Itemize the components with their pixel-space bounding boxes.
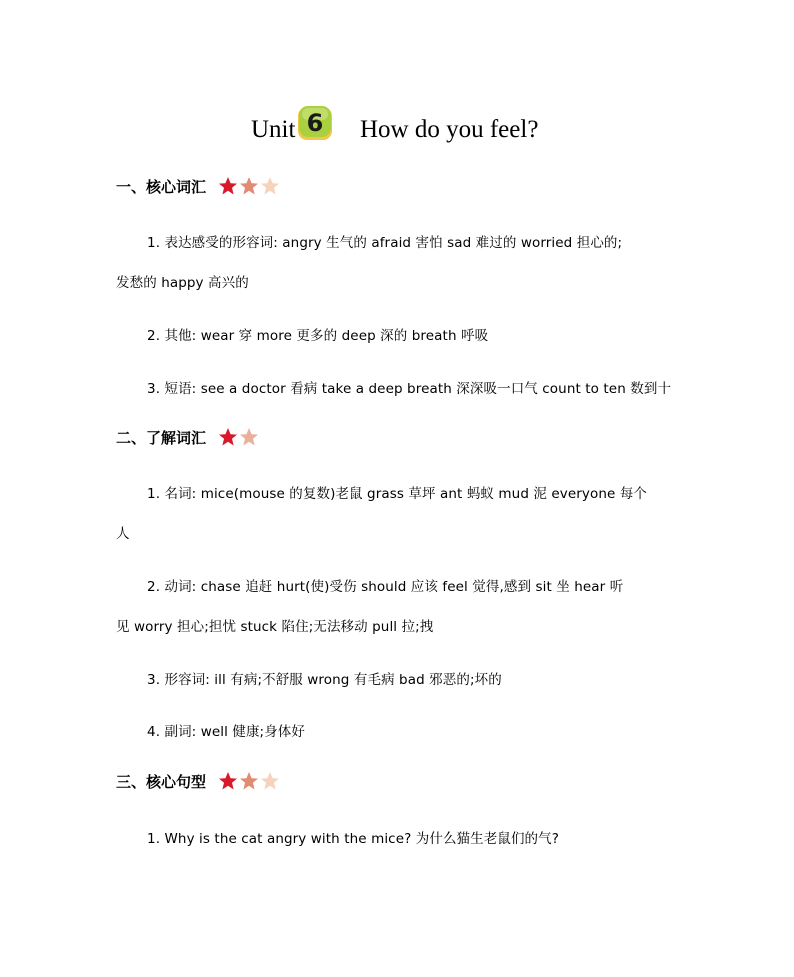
sentence-line: 1. Why is the cat angry with the mice? 为什么猫生老鼠们的气? <box>147 831 560 847</box>
vocab-line: 1. 表达感受的形容词: angry 生气的 afraid 害怕 sad 难过的 worried 担心的; <box>147 235 623 251</box>
star-full-icon <box>218 427 238 447</box>
rating-stars <box>218 427 259 447</box>
vocab-line: 人 <box>116 526 130 542</box>
section-heading-text: 一、核心词汇 <box>116 177 207 196</box>
section-heading-core-sentences <box>116 768 280 794</box>
vocab-line: 发愁的 happy 高兴的 <box>116 275 249 291</box>
section-heading-core-vocab <box>116 173 280 199</box>
vocab-line: 1. 名词: mice(mouse 的复数)老鼠 grass 草坪 ant 蚂蚁 mud 泥 everyone 每个 <box>147 486 648 502</box>
rating-stars <box>218 771 280 791</box>
unit-number-badge <box>296 104 334 142</box>
vocab-line: 2. 动词: chase 追赶 hurt(使)受伤 should 应该 feel 觉得,感到 sit 坐 hear 听 <box>147 579 624 595</box>
section-heading-understand-vocab <box>116 424 259 450</box>
star-faint-icon <box>260 771 280 791</box>
unit-number: 6 <box>306 109 324 137</box>
unit-label: Unit <box>251 116 296 143</box>
star-half-icon <box>239 771 259 791</box>
vocab-line: 4. 副词: well 健康;身体好 <box>147 724 305 740</box>
star-full-icon <box>218 771 238 791</box>
star-full-icon <box>218 176 238 196</box>
section-heading-text: 二、了解词汇 <box>116 428 207 447</box>
section-heading-text: 三、核心句型 <box>116 772 207 791</box>
vocab-line: 3. 短语: see a doctor 看病 take a deep breath 深深吸一口气 count to ten 数到十 <box>147 381 672 397</box>
star-faint-icon <box>260 176 280 196</box>
vocab-line: 见 worry 担心;担忧 stuck 陷住;无法移动 pull 拉;拽 <box>116 619 434 635</box>
star-half-icon <box>239 427 259 447</box>
star-half-icon <box>239 176 259 196</box>
vocab-line: 3. 形容词: ill 有病;不舒服 wrong 有毛病 bad 邪恶的;坏的 <box>147 672 502 688</box>
rating-stars <box>218 176 280 196</box>
page-title <box>0 104 794 164</box>
vocab-line: 2. 其他: wear 穿 more 更多的 deep 深的 breath 呼吸 <box>147 328 489 344</box>
unit-title-text: How do you feel? <box>360 116 539 143</box>
